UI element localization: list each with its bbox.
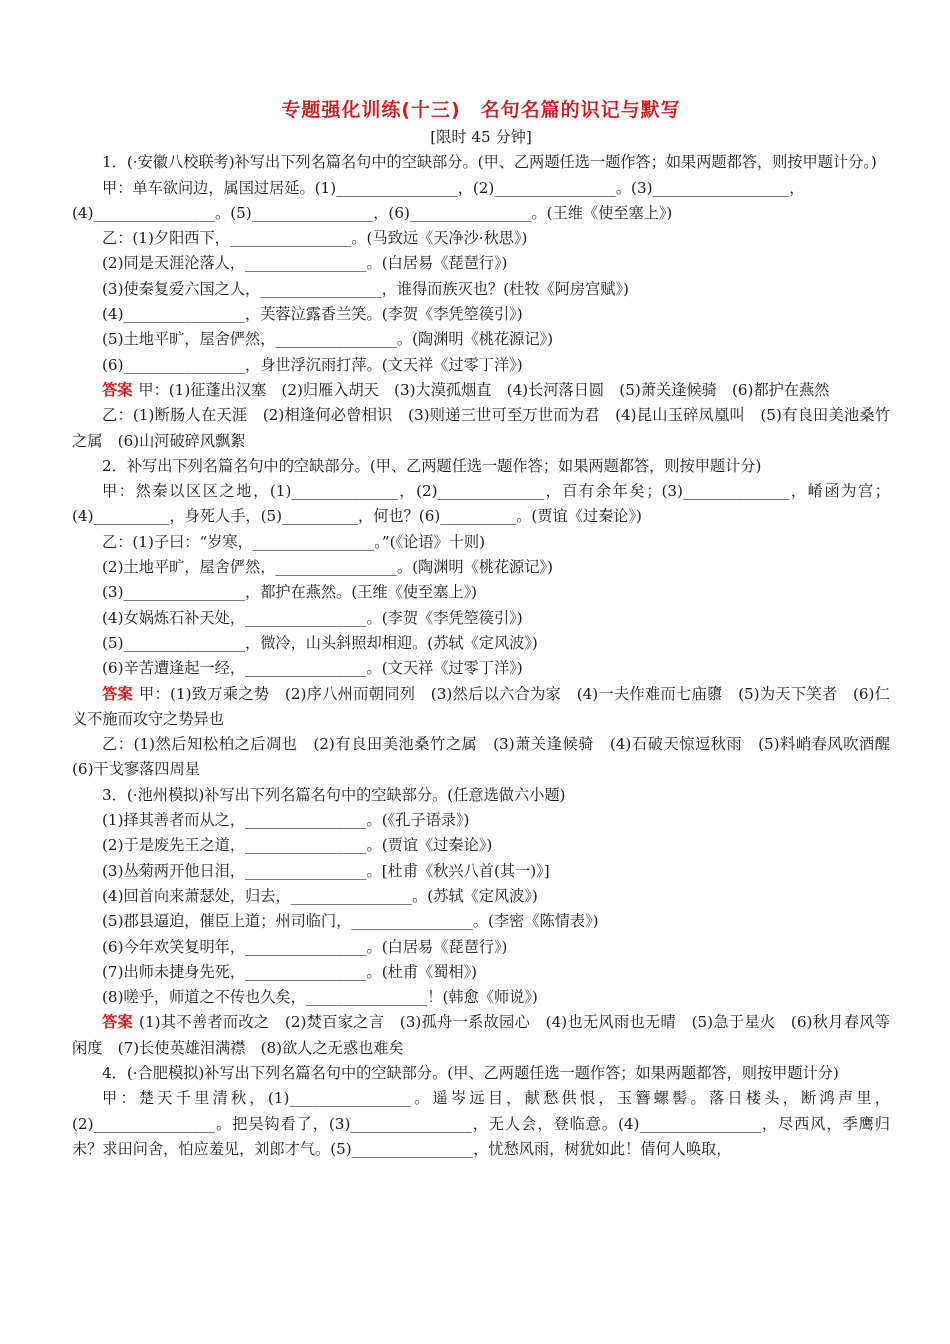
text-line: (6)辛苦遭逢起一经，________________。(文天祥《过零丁洋》) bbox=[102, 659, 523, 678]
answer-text: 甲：(1)致万乘之势 (2)序八州而朝同列 (3)然后以六合为家 (4)一夫作难而七庙隳 (5)为天下笑者 (6)仁义不施而攻守之势异也 bbox=[72, 684, 890, 728]
answer-paragraph bbox=[72, 378, 890, 403]
text-line: 甲：单车欲问边，属国过居延。(1)________________，(2)________________。(3)__________________， bbox=[102, 178, 805, 197]
text-line: (5)________________，微冷，山头斜照却相迎。(苏轼《定风波》) bbox=[102, 633, 538, 652]
text-line: (4)回首向来萧瑟处，归去，________________。(苏轼《定风波》) bbox=[102, 886, 538, 905]
text-line: (5)土地平旷，屋舍俨然，________________。(陶渊明《桃花源记》) bbox=[102, 330, 554, 349]
document-page bbox=[72, 96, 906, 1162]
page-title: 专题强化训练(十三) 名句名篇的识记与默写 bbox=[281, 99, 681, 121]
text-line: (2)于是废先王之道，________________。(贾谊《过秦论》) bbox=[102, 836, 493, 855]
text-line: (8)嗟乎，师道之不传也久矣，________________！(韩愈《师说》) bbox=[102, 988, 538, 1007]
answer-label: 答案 bbox=[102, 684, 134, 703]
text-line: 1．(·安徽八校联考)补写出下列名篇名句中的空缺部分。(甲、乙两题任选一题作答；如果两题都答，则按甲题计分。) bbox=[102, 153, 877, 172]
text-line: 乙：(1)夕阳西下，________________。(马致远《天净沙·秋思》) bbox=[102, 229, 528, 248]
text-line: (1)择其善者而从之，________________。(《孔子语录》) bbox=[102, 811, 470, 830]
text-line: (5)郡县逼迫，催臣上道；州司临门，________________。(李密《陈情表》) bbox=[102, 912, 599, 931]
text-line: 甲：楚天千里清秋，(1)________________。遥岑远目，献愁供恨，玉簪螺髻。落日楼头，断鸿声里，(2)________________。把吴钩看了，(3)________________，无人会，登临意。(4)________________，尽西风，季鹰归未？求田问舍，怕应羞见，刘郎才气。(5)________________，忧愁风雨，树犹如此！倩何人唤取， bbox=[72, 1089, 890, 1158]
answer-text: (1)其不善者而改之 (2)焚百家之言 (3)孤舟一系故园心 (4)也无风雨也无晴 (5)急于星火 (6)秋月春风等闲度 (7)长使英雄泪满襟 (8)欲人之无惑也难矣 bbox=[72, 1013, 890, 1057]
text-line: (7)出师未捷身先死，________________。(杜甫《蜀相》) bbox=[102, 962, 478, 981]
text-line: (6)________________，身世浮沉雨打萍。(文天祥《过零丁洋》) bbox=[102, 355, 523, 374]
text-line: (2)土地平旷，屋舍俨然，________________。(陶渊明《桃花源记》) bbox=[102, 558, 554, 577]
text-line: 2．补写出下列名篇名句中的空缺部分。(甲、乙两题任选一题作答；如果两题都答，则按甲题计分) bbox=[102, 456, 762, 475]
text-line: (3)________________，都护在燕然。(王维《使至塞上》) bbox=[102, 583, 478, 602]
answer-label: 答案 bbox=[102, 1013, 134, 1032]
text-line: (4)________________。(5)________________，(6)________________。(王维《使至塞上》) bbox=[72, 203, 673, 222]
answer-paragraph bbox=[72, 682, 890, 733]
text-line: (3)使秦复爱六国之人，________________，谁得而族灭也？(杜牧《阿房宫赋》) bbox=[102, 279, 629, 298]
text-line: (3)丛菊两开他日泪，________________。[杜甫《秋兴八首(其一)》] bbox=[102, 861, 550, 880]
text-line: 甲：然秦以区区之地，(1)______________，(2)______________，百有余年矣；(3)______________，崤函为宫；(4)__________，身死人手，(5)__________，何也？(6)__________。(贾谊《过秦论》) bbox=[72, 482, 890, 526]
text-line: (2)同是天涯沦落人，________________。(白居易《琵琶行》) bbox=[102, 254, 508, 273]
answer-paragraph bbox=[72, 1010, 890, 1061]
time-limit: [限时 45 分钟] bbox=[430, 128, 532, 146]
text-line: (6)今年欢笑复明年，________________。(白居易《琵琶行》) bbox=[102, 937, 508, 956]
text-line: 4．(·合肥模拟)补写出下列名篇名句中的空缺部分。(甲、乙两题任选一题作答；如果两题都答，则按甲题计分) bbox=[102, 1063, 839, 1082]
text-line: 乙：(1)然后知松柏之后凋也 (2)有良田美池桑竹之属 (3)萧关逢候骑 (4)石破天惊逗秋雨 (5)料峭春风吹酒醒 (6)干戈寥落四周星 bbox=[72, 735, 906, 779]
answer-label: 答案 bbox=[102, 380, 133, 399]
text-line: 乙：(1)子曰：“岁寒，________________。”(《论语》十则) bbox=[102, 532, 486, 551]
text-line: 乙：(1)断肠人在天涯 (2)相逢何必曾相识 (3)则递三世可至万世而为君 (4)昆山玉碎凤凰叫 (5)有良田美池桑竹之属 (6)山河破碎风飘絮 bbox=[72, 406, 890, 450]
text-line: (4)女娲炼石补天处，________________。(李贺《李凭箜篌引》) bbox=[102, 608, 523, 627]
document-body bbox=[72, 150, 906, 1162]
text-line: (4)________________，芙蓉泣露香兰笑。(李贺《李凭箜篌引》) bbox=[102, 305, 523, 324]
text-line: 3．(·池州模拟)补写出下列名篇名句中的空缺部分。(任意选做六小题) bbox=[102, 785, 566, 804]
answer-text: 甲：(1)征蓬出汉塞 (2)归雁入胡天 (3)大漠孤烟直 (4)长河落日圆 (5)萧关逢候骑 (6)都护在燕然 bbox=[138, 380, 830, 399]
